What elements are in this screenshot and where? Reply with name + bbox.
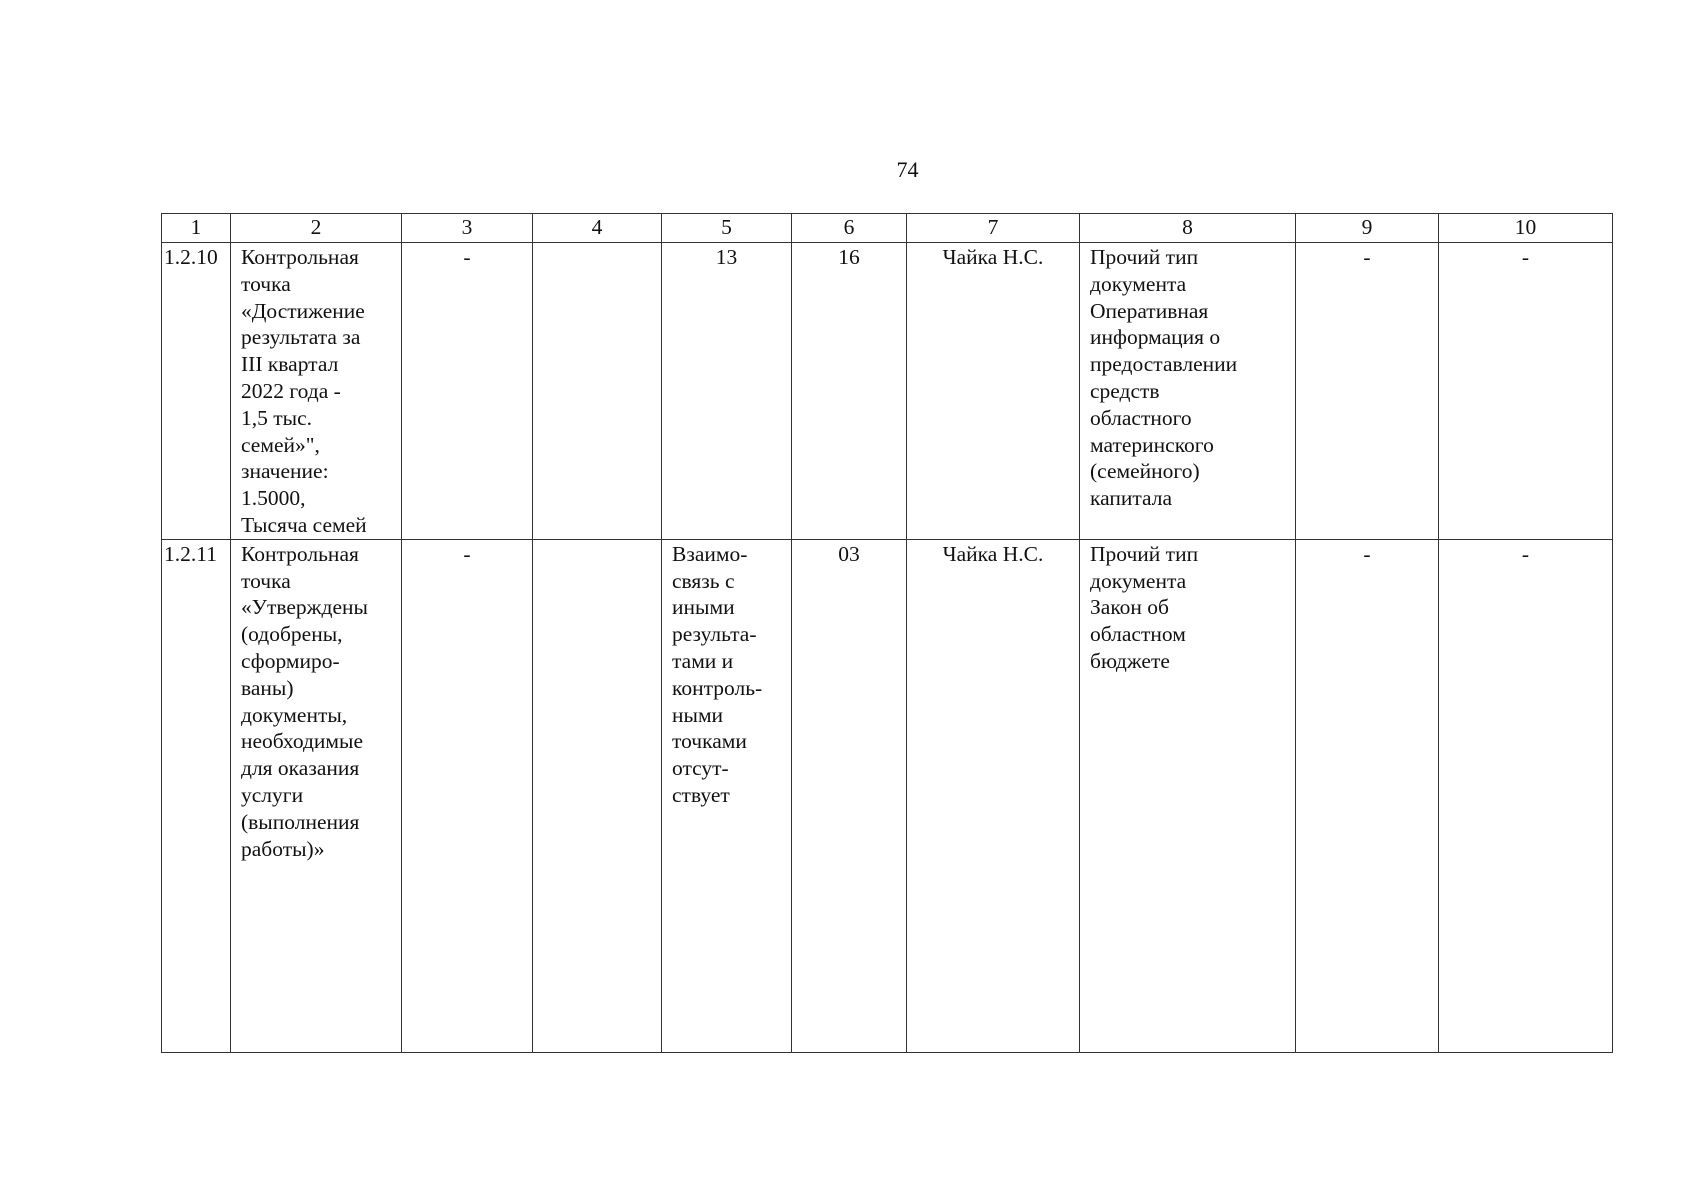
table-cell: - — [1439, 243, 1613, 540]
table-cell: - — [402, 243, 533, 540]
table-cell: - — [1439, 539, 1613, 1052]
column-number-header: 3 — [402, 214, 533, 243]
row-number-cell: 1.2.10 — [162, 243, 231, 540]
control-point-description-cell: Контрольная точка «Достижение результата за III квартал 2022 года - 1,5 тыс. семей»", значение: 1.5000, Тысяча семей — [231, 243, 402, 540]
relationship-cell: Взаимо- связь с иными результа- тами и контроль- ными точками отсут- ствует — [662, 539, 792, 1052]
column-number-header: 1 — [162, 214, 231, 243]
page-number: 74 — [896, 157, 919, 182]
column-number-header: 9 — [1296, 214, 1439, 243]
table-header-row — [162, 214, 1613, 243]
column-number-header: 10 — [1439, 214, 1613, 243]
control-point-description-cell: Контрольная точка «Утверждены (одобрены, сформиро- ваны) документы, необходимые для оказания услуги (выполнения работы)» — [231, 539, 402, 1052]
table-cell: - — [402, 539, 533, 1052]
column-number-header: 2 — [231, 214, 402, 243]
table-cell: 13 — [662, 243, 792, 540]
column-number-header: 4 — [533, 214, 662, 243]
document-type-cell: Прочий тип документа Оперативная информация о предоставлении средств областного материнского (семейного) капитала — [1080, 243, 1296, 540]
column-number-header: 8 — [1080, 214, 1296, 243]
column-number-header: 5 — [662, 214, 792, 243]
table-cell: - — [1296, 243, 1439, 540]
responsible-person-cell: Чайка Н.С. — [907, 539, 1080, 1052]
column-number-header: 6 — [792, 214, 907, 243]
table-cell: 16 — [792, 243, 907, 540]
table-row — [162, 539, 1613, 1052]
data-table — [161, 213, 1613, 1053]
responsible-person-cell: Чайка Н.С. — [907, 243, 1080, 540]
table-row — [162, 243, 1613, 540]
table-cell — [533, 539, 662, 1052]
table-cell — [533, 243, 662, 540]
column-number-header: 7 — [907, 214, 1080, 243]
table-cell: 03 — [792, 539, 907, 1052]
row-number-cell: 1.2.11 — [162, 539, 231, 1052]
table-cell: - — [1296, 539, 1439, 1052]
document-type-cell: Прочий тип документа Закон об областном бюджете — [1080, 539, 1296, 1052]
